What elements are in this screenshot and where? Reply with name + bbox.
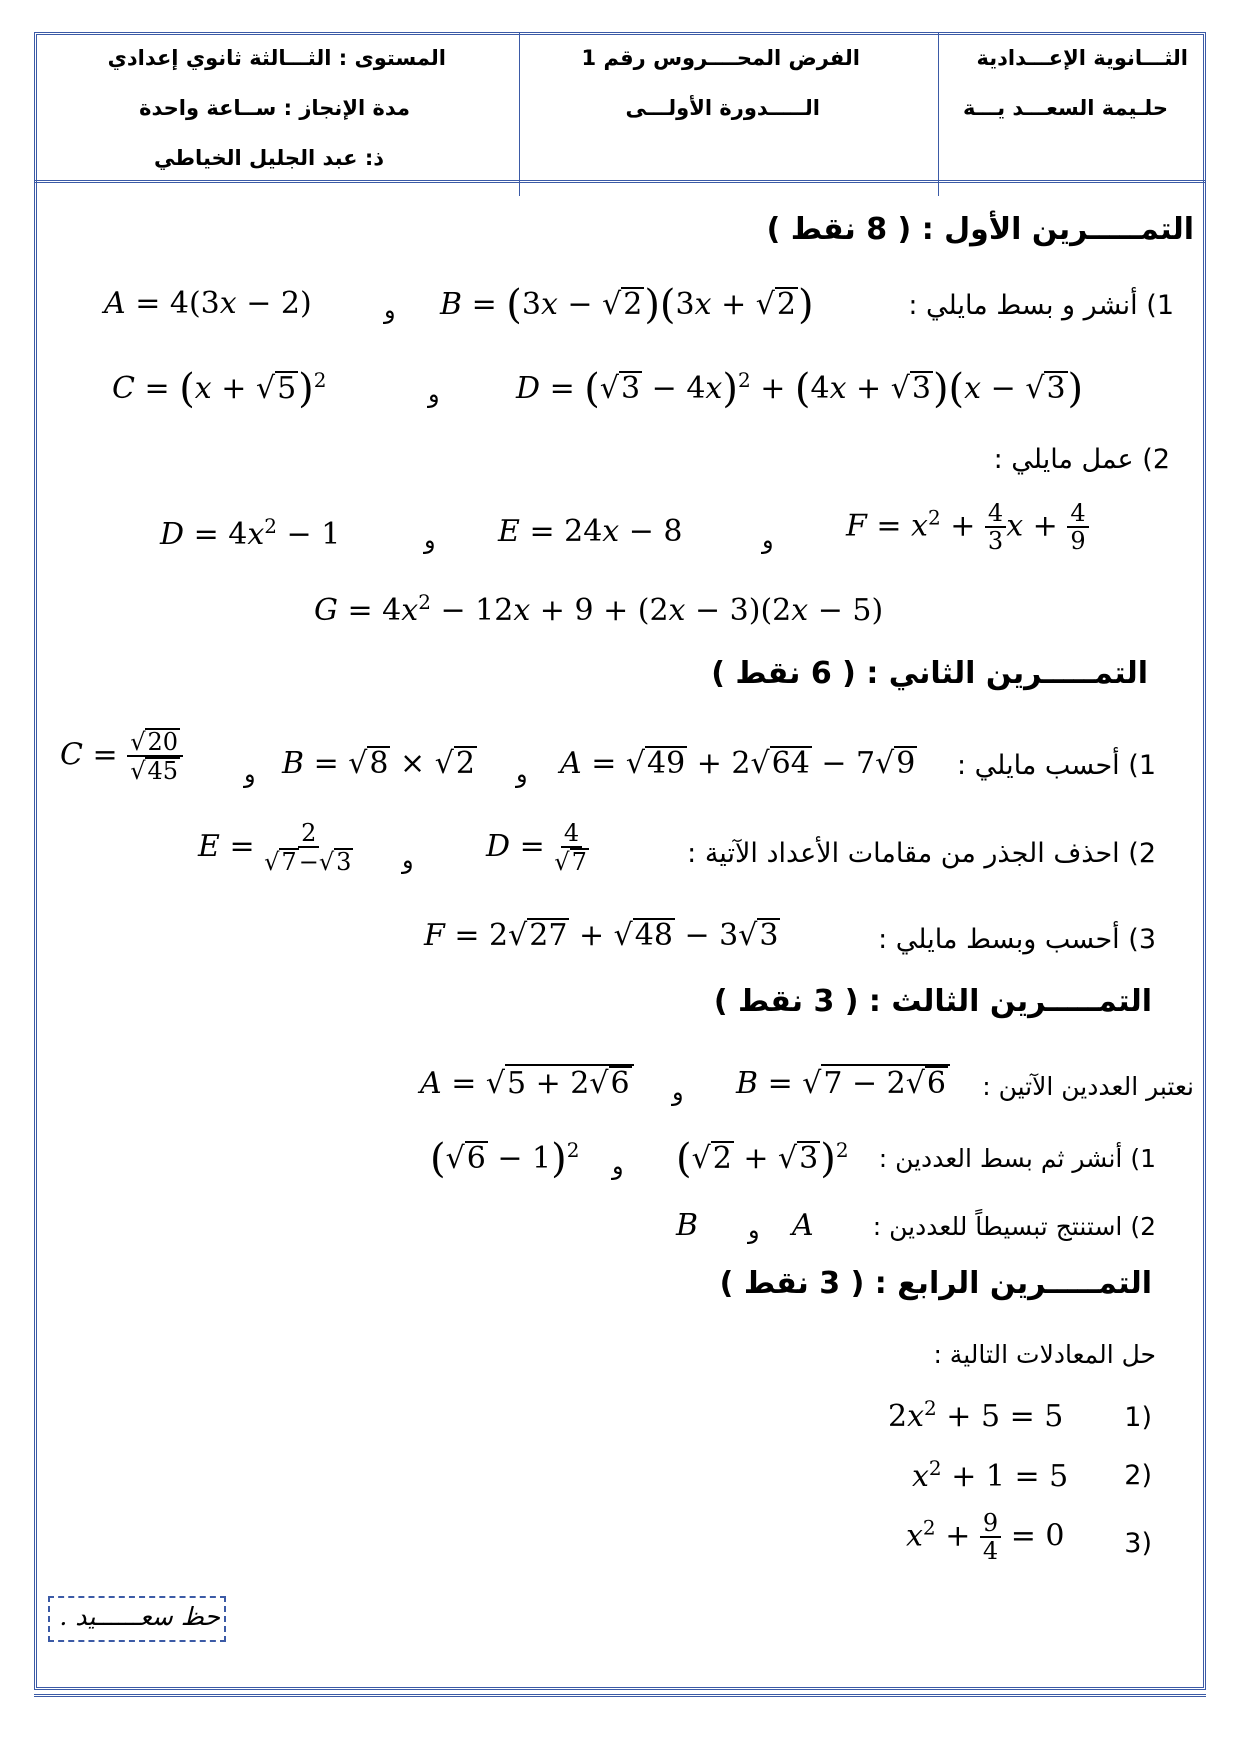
ex1-q1: 1) أنشر و بسط مايلي : bbox=[908, 290, 1174, 321]
header-divider bbox=[519, 32, 520, 196]
ex2-expr-a: A = √ 49 + 2√ 64 − 7√ 9 bbox=[560, 746, 917, 781]
exercise-1-title: التمـــــرين الأول : ( 8 نقط ) bbox=[766, 212, 1194, 247]
ex1-expr-g: $G = 4x^2 - 12x + 9 + (2x - 3)(2x - 5)$ bbox=[314, 590, 884, 628]
ex4-num-3: (3 bbox=[1124, 1528, 1152, 1559]
ex1-q2: 2) عمل مايلي : bbox=[993, 444, 1170, 475]
exam-duration: مدة الإنجاز : ســاعة واحدة bbox=[139, 96, 410, 120]
ex2-q3: 3) أحسب وبسط مايلي : bbox=[878, 924, 1156, 955]
header-divider bbox=[938, 32, 939, 196]
ex3-expr-p2: (√ 2 + √ 3)$^2$ bbox=[676, 1136, 849, 1182]
ex1-expr-f: $F = x^2$ + $\frac{4}{3}$ x + $\frac{4}{9}$ bbox=[846, 500, 1089, 555]
ex2-q1: 1) أحسب مايلي : bbox=[956, 750, 1156, 781]
ex1-expr-b: B = (3x − √ 2)(3x + √ 2) bbox=[440, 282, 814, 328]
and-word: و bbox=[516, 760, 528, 788]
and-word: و bbox=[428, 380, 440, 408]
ex3-expr-a: A = √ 5 + 2√ 6 bbox=[420, 1064, 634, 1101]
and-word: و bbox=[424, 526, 436, 554]
and-word: و bbox=[762, 526, 774, 554]
ex3-q1: 1) أنشر ثم بسط العددين : bbox=[878, 1144, 1156, 1173]
ex3-expr-b: B = √ 7 − 2√ 6 bbox=[736, 1064, 950, 1101]
good-luck-note: حظ سعــــــيد . bbox=[48, 1596, 226, 1642]
exam-session: الـــــدورة الأولـــى bbox=[625, 96, 820, 120]
ex1-expr-a: A = 4(3x − 2) bbox=[104, 286, 312, 321]
ex3-expr-p1: (√ 6 − 1)$^2$ bbox=[430, 1136, 579, 1182]
teacher-name: ذ: عبد الجليل الخياطي bbox=[154, 146, 384, 170]
school-subtitle: حلـيمة السعـــد يـــة bbox=[962, 96, 1168, 120]
ex2-expr-c: C = √ 20 √ 45 bbox=[60, 728, 183, 785]
ex1-expr-d: D = (√ 3 − 4x)$^2$ + (4x + √ 3)(x − √ 3) bbox=[516, 366, 1083, 412]
and-word: و bbox=[748, 1216, 760, 1244]
ex4-num-2: (2 bbox=[1124, 1460, 1152, 1491]
exercise-3-title: التمـــــرين الثالث : ( 3 نقط ) bbox=[713, 984, 1152, 1019]
ex4-num-1: (1 bbox=[1124, 1402, 1152, 1433]
and-word: و bbox=[244, 760, 256, 788]
ex1-expr-d2: $D = 4x^2 - 1$ bbox=[160, 514, 341, 552]
ex2-expr-d: D = 4 √ 7 bbox=[486, 820, 589, 876]
and-word: و bbox=[612, 1152, 624, 1180]
school-name: الثـــانوية الإعـــدادية bbox=[976, 46, 1188, 70]
class-level: المستوى : الثـــالثة ثانوي إعدادي bbox=[107, 46, 446, 70]
ex4-eq-1: $2x^2 + 5 = 5$ bbox=[888, 1396, 1064, 1434]
exercise-4-title: التمـــــرين الرابع : ( 3 نقط ) bbox=[719, 1266, 1152, 1301]
and-word: و bbox=[402, 846, 414, 874]
exam-title: الفرض المحــــروس رقم 1 bbox=[581, 46, 860, 70]
ex4-eq-2: $x^2 + 1 = 5$ bbox=[912, 1456, 1069, 1494]
ex3-var-b: B bbox=[676, 1208, 699, 1243]
ex2-expr-f: F = 2√ 27 + √ 48 − 3√ 3 bbox=[424, 918, 780, 953]
and-word: و bbox=[672, 1078, 684, 1106]
ex2-expr-b: B = √ 8 × √ 2 bbox=[282, 746, 477, 781]
ex4-eq-3: $x^2$ + $\frac{9}{4}$ = 0 bbox=[906, 1509, 1065, 1566]
ex3-var-a: A bbox=[792, 1208, 814, 1243]
ex3-q2: 2) استنتج تبسيطاً للعددين : bbox=[872, 1212, 1156, 1241]
exercise-2-title: التمـــــرين الثاني : ( 6 نقط ) bbox=[711, 656, 1148, 691]
ex3-intro: نعتبر العددين الآتين : bbox=[982, 1072, 1194, 1101]
ex1-expr-c: C = (x + √ 5)$^2$ bbox=[112, 366, 327, 412]
header-rule bbox=[34, 180, 1206, 183]
ex1-expr-e: E = 24x − 8 bbox=[498, 514, 683, 549]
and-word: و bbox=[384, 296, 396, 324]
ex2-expr-e: E = 2 √ 7−√ 3 bbox=[198, 820, 353, 876]
bottom-rule bbox=[34, 1694, 1206, 1697]
ex2-q2: 2) احذف الجذر من مقامات الأعداد الآتية : bbox=[687, 838, 1156, 869]
ex4-intro: حل المعادلات التالية : bbox=[933, 1340, 1156, 1369]
